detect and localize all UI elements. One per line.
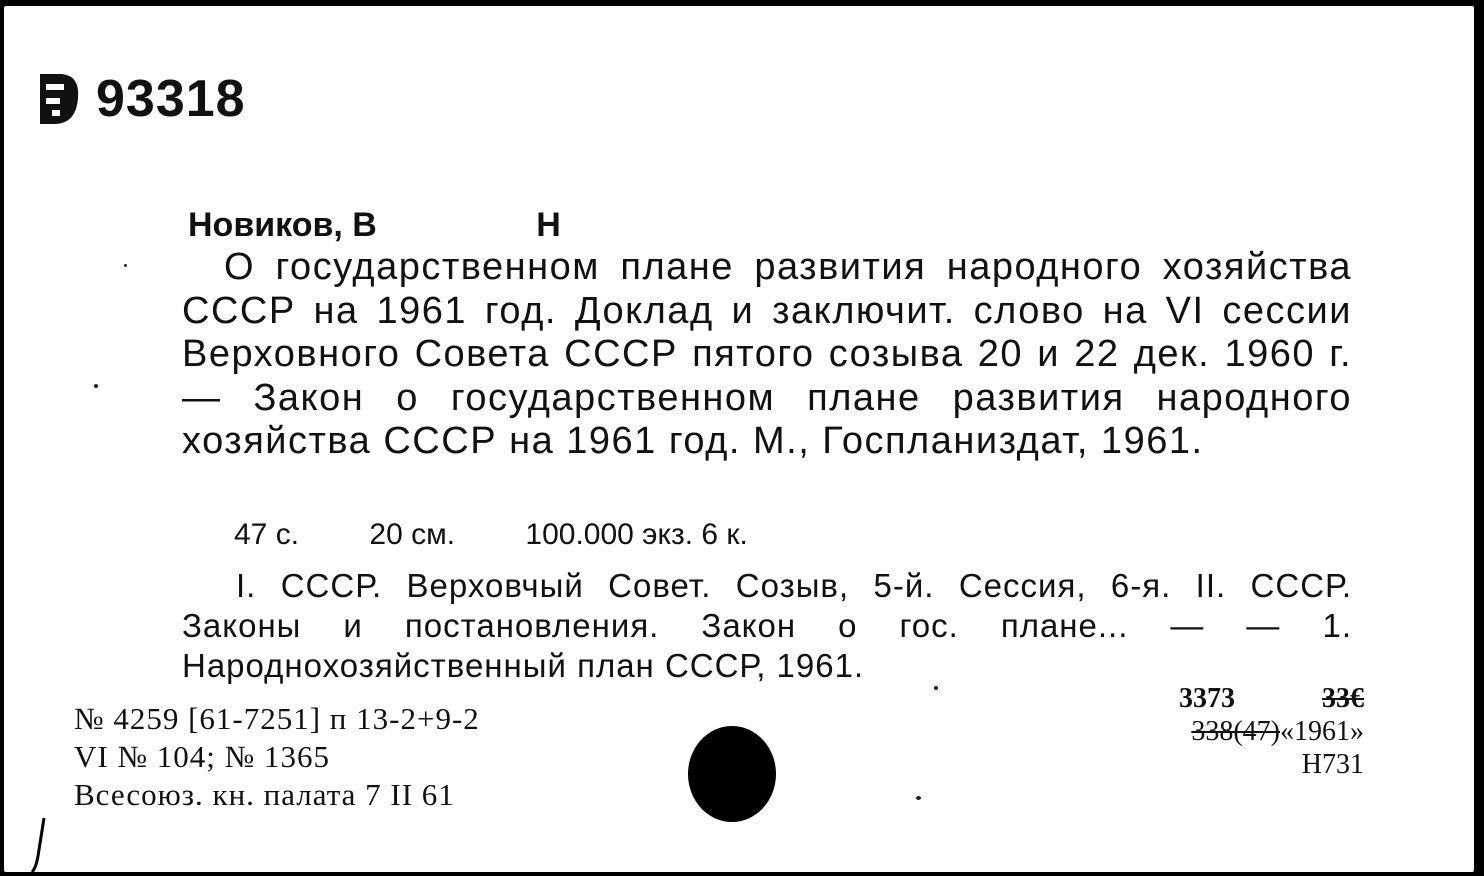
subject-tracings: I. СССР. Верховчый Совет. Созыв, 5-й. Сессия, 6-я. II. СССР. Законы и постановления. Закон о гос. плане... — — 1. Народнохозяйственный план СССР, 1961. — [182, 567, 1352, 684]
accession-number: 93318 — [96, 70, 246, 128]
registration-line-1: № 4259 [61-7251] п 13-2+9-2 — [74, 701, 480, 736]
classification-code-c: «1961» — [1280, 716, 1364, 747]
card-edge — [1474, 0, 1484, 876]
classification-code-b: 33€ — [1322, 683, 1364, 714]
classification-code-a: 3373 — [1179, 683, 1235, 714]
author-heading — [188, 206, 561, 245]
collation — [234, 518, 810, 552]
book-size: 20 см. — [369, 518, 456, 551]
title-description: О государственном плане развития народного хозяйства СССР на 1961 год. Доклад и заключит. слово на VI сессии Верховного Совета СССР пятого созыва 20 и 22 дек. 1960 г. — Закон о государственном плане развития народного хозяйства СССР на 1961 год. М., Госпланиздат, 1961. — [182, 246, 1352, 462]
author-initial: Н — [536, 206, 561, 244]
library-stamp-icon — [32, 68, 86, 130]
catalog-card — [4, 6, 1474, 872]
print-run-price: 100.000 экз. 6 к. — [525, 518, 748, 551]
dust-speck — [94, 384, 98, 388]
classification-codes — [1099, 682, 1364, 781]
author-name: Новиков, В — [188, 206, 377, 244]
dust-speck — [124, 264, 127, 267]
classification-code-c-struck: 338(47) — [1191, 716, 1280, 747]
classification-code-d: Н731 — [1301, 749, 1364, 780]
registration-line-3: Всесоюз. кн. палата 7 II 61 — [74, 777, 455, 812]
registration-imprint — [74, 700, 480, 814]
accession-stamp — [32, 68, 246, 130]
dust-speck — [916, 796, 921, 800]
page-count: 47 с. — [234, 518, 300, 551]
punch-hole-icon — [686, 724, 778, 824]
registration-line-2: VI № 104; № 1365 — [74, 739, 330, 774]
dust-speck — [934, 686, 938, 690]
pencil-tick-icon — [30, 816, 48, 876]
